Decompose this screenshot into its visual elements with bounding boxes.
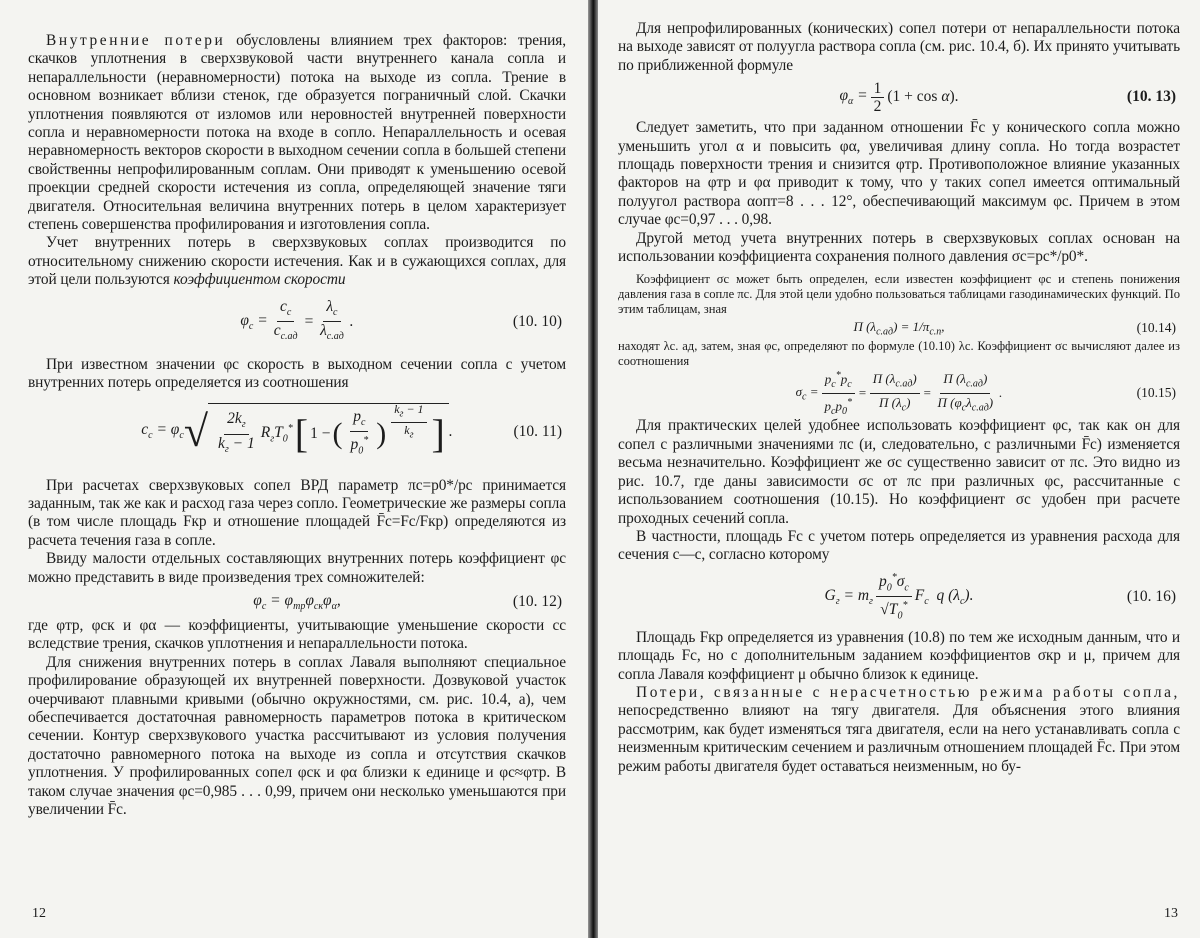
page-number: 12 [32,906,46,921]
equation-10-13: $\varphi_\alpha$ = $\frac{1}{2}$ (1 + cos α). (10. 13) [839,79,1176,115]
equation-number: (10. 12) [512,592,562,610]
equation-10-11: $c_c = \varphi_c$ √ $\frac{2k_г}{k_г - 1}$ $R_гT_0^*$ [ 1 − ( $\frac{p_c}{p_0^*}$ ) $\frac{k_г - 1}{k_г}$ ] . (10. 11) [28,393,566,471]
equation-number: (10. 11) [513,422,562,440]
paragraph: Для практических целей удобнее использовать коэффициент φс, так как он для сопел с различными значениями πс (и, следовательно, с различными F̄с) изменяется весьма незначительно. Коэффициент же σс существенно зависит от πс. Это видно из рис. 10.7, где даны зависимости σс от πс при различных φс, рассчитанные с использованием соотношения (10.15). Но коэффициент σс удобен при расчете проходных сечений сопла. [618,417,1180,527]
right-page [598,0,1200,938]
equation-10-16: $G_г = m_г$ $\frac{p_0^*\sigma_c}{√T_0^*}$ $F_c$ q $(\lambda_c)$. (10. 16) [618,565,1180,629]
page-number: 13 [1164,906,1178,921]
paragraph: При известном значении φс скорость в выходном сечении сопла с учетом внутренних потерь определяется из соотношения [28,355,566,392]
equation-number: (10. 13) [1126,88,1176,106]
equation-10-14: Π $(\lambda_{c.ад}) = 1/\pi_{c.п}$, (10.14) [853,319,1176,338]
small-paragraph: Коэффициент σс может быть определен, если известен коэффициент φс и степень понижения давления газа в сопле πс. Для этой цели удобно пользоваться таблицами газодинамических функций. По этим таблицам, зная [618,272,1180,317]
equation-number: (10. 16) [1126,587,1176,605]
left-page [0,0,588,938]
paragraph: Другой метод учета внутренних потерь в сверхзвуковых соплах основан на использовании коэффициента сохранения полного давления σс=pс*/p0*. [618,229,1180,266]
small-paragraph: находят λс. ад, затем, зная φс, определяют по формуле (10.10) λс. Коэффициент σс вычисляют далее из соотношения [618,339,1180,369]
book-spine [588,0,598,938]
equation-10-15: $\sigma_c$ = $\frac{p_c^*p_c}{p_cp_0^*}$ = $\frac{\Pi (\lambda_{c.ад})}{\Pi (\lambda_c)}$ = $\frac{\Pi (\lambda_{c.ад})}{\Pi (\varphi_c\lambda_{c.ад})}$ . (10.15) [618,369,1180,417]
paragraph: Учет внутренних потерь в сверхзвуковых соплах производится по относительному снижению скорости истечения. Как и в сужающихся соплах, для этой цели пользуются коэффициентом скорости [28,234,566,289]
equation-10-12: $\varphi_c = \varphi_{тр}\varphi_{ск}\varphi_\alpha$, (10. 12) [253,591,562,612]
equation-number: (10.15) [1136,385,1176,401]
equation-number: (10. 10) [512,312,562,330]
paragraph: Потери, связанные с нерасчетностью режима работы сопла, непосредственно влияют на тягу двигателя. Для объяснения этого влияния рассмотрим, как будет изменяться тяга двигателя, если на него устанавливать сопла с неизменным критическим сечением и различным отношением площадей F̄с. При этом режим работы двигателя будет оставаться неизменным, но бу- [618,683,1180,775]
paragraph: Ввиду малости отдельных составляющих внутренних потерь коэффициент φс можно представить в виде произведения трех сомножителей: [28,550,566,586]
paragraph: Внутренние потери обусловлены влиянием трех факторов: трения, скачков уплотнения в сверхзвуковой части внутреннего канала сопла и непараллельности (неравномерности) потока на выходе из сопла. Трение в основном возникает вблизи стенок, где образуется пограничный слой. Скачки уплотнения появляются от изломов или неровностей внутренней поверхности сопла и неравномерности потока на входе в сопло. Непараллельность и осевая неравномерность векторов скорости в выходном сечении сопла в большей степени свойственны непрофилированным соплам. Они приводят к уменьшению осевой проекции средней скорости истечения из сопла, определяющей значение тяги двигателя. Относительная величина внутренних потерь в целом характеризует степень совершенства профилирования и изготовления сопла. [28,32,567,234]
paragraph: где φтр, φск и φα — коэффициенты, учитывающие уменьшение скорости cс вследствие трения, скачков уплотнения и непараллельности потока. [28,616,566,653]
paragraph: При расчетах сверхзвуковых сопел ВРД параметр πс=p0*/pс принимается заданным, так же как и расход газа через сопло. Геометрические же размеры сопла (в том числе площадь Fкр и отношение площадей F̄с=Fс/Fкр) определяются из расчета течения газа в сопле. [28,476,566,549]
spaced-heading: Потери, связанные с нерасчетностью режима работы сопла, [636,683,1180,701]
paragraph: Для снижения внутренних потерь в соплах Лаваля выполняют специальное профилирование образующей их внутренней поверхности. Дозвуковой участок очерчивают плавными кривыми (обычно окружностями, см. рис. 10.4, а), чем обеспечивается достаточная равномерность параметров потока в критическом сечении. Контур сверхзвукового участка рассчитывают из условия получения достаточно равномерного потока на выходе из сопла и отсутствия скачков уплотнения. У профилированных сопел φск и φα близки к единице и φс≈φтр. В таком случае значения φс=0,985 . . . 0,99, причем они несколько уменьшаются при увеличении F̄с. [28,653,566,818]
paragraph: В частности, площадь Fс с учетом потерь определяется из уравнения расхода для сечения с—с, согласно которому [618,527,1180,564]
paragraph: Площадь Fкр определяется из уравнения (10.8) по тем же исходным данным, что и площадь Fс, но с дополнительным заданием коэффициентов σкр и μ, причем для сопла Лаваля коэффициент μ обычно близок к единице. [618,628,1180,683]
paragraph: Следует заметить, что при заданном отношении F̄с у конического сопла можно уменьшить угол α и повысить φα, увеличивая длину сопла. Но тогда возрастет площадь поверхности трения и снизится φтр. Противоположное влияние указанных факторов на φтр и φα приводит к тому, что у таких сопел имеется оптимальный полуугол раствора αопт=8 . . . 12°, обеспечивающий максимум φс. Причем в этом случае φс=0,97 . . . 0,98. [618,119,1180,229]
spaced-heading: Внутренние потери [46,32,226,49]
equation-10-10: $\varphi_c$ = $\frac{c_c}{c_{c.ад}}$ = $\frac{\lambda_c}{\lambda_{c.ад}}$ . (10. 10) [240,298,562,343]
equation-number: (10.14) [1136,320,1176,336]
paragraph: Для непрофилированных (конических) сопел потери от непараллельности потока на выходе зависят от полуугла раствора сопла (см. рис. 10.4, б). Их принято учитывать по приближенной формуле [618,20,1180,74]
